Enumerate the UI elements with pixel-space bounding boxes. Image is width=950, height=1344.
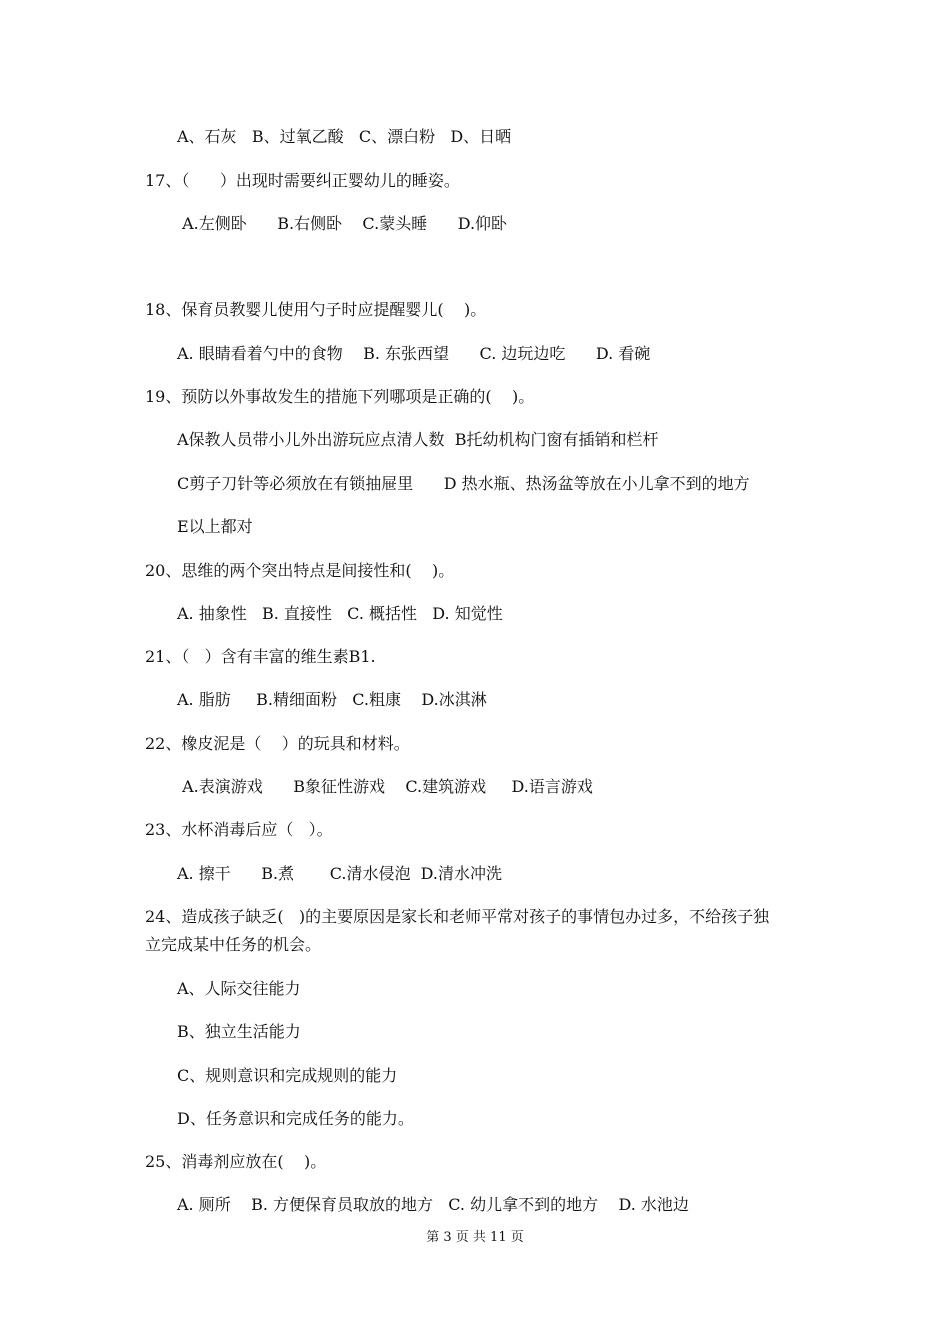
q18-options: A. 眼睛看着勺中的食物 B. 东张西望 C. 边玩边吃 D. 看碗 xyxy=(177,344,651,363)
q23-text: 23、水杯消毒后应（ ）。 xyxy=(145,820,333,839)
q17-options: A.左侧卧 B.右侧卧 C.蒙头睡 D.仰卧 xyxy=(177,214,508,233)
q24-option-b: B、独立生活能力 xyxy=(177,1022,301,1041)
q20-text: 20、思维的两个突出特点是间接性和( )。 xyxy=(145,561,455,580)
q19-options-cd: C剪子刀针等必须放在有锁抽屉里 D 热水瓶、热汤盆等放在小儿拿不到的地方 xyxy=(177,474,750,493)
q19-options-ab: A保教人员带小儿外出游玩应点清人数 B托幼机构门窗有插销和栏杆 xyxy=(177,430,659,449)
q24-text-line1: 24、造成孩子缺乏( )的主要原因是家长和老师平常对孩子的事情包办过多，不给孩子独 xyxy=(145,907,770,926)
q22-options: A.表演游戏 B象征性游戏 C.建筑游戏 D.语言游戏 xyxy=(177,777,593,796)
q24-option-d: D、任务意识和完成任务的能力。 xyxy=(177,1109,414,1128)
q23-options: A. 擦干 B.煮 C.清水侵泡 D.清水冲洗 xyxy=(177,864,502,883)
q21-text: 21、（ ）含有丰富的维生素B1. xyxy=(145,647,376,666)
q24-option-a: A、人际交往能力 xyxy=(177,979,301,998)
q21-options: A. 脂肪 B.精细面粉 C.粗康 D.冰淇淋 xyxy=(177,690,487,709)
q24-text-line2: 立完成某中任务的机会。 xyxy=(145,935,322,954)
q24-option-c: C、规则意识和完成规则的能力 xyxy=(177,1066,398,1085)
q22-text: 22、橡皮泥是（ ）的玩具和材料。 xyxy=(145,734,410,753)
q17-text: 17、（ ）出现时需要纠正婴幼儿的睡姿。 xyxy=(145,171,460,190)
q25-text: 25、消毒剂应放在( )。 xyxy=(145,1152,327,1171)
q25-options: A. 厕所 B. 方便保育员取放的地方 C. 幼儿拿不到的地方 D. 水池边 xyxy=(177,1195,689,1214)
q19-option-e: E以上都对 xyxy=(177,517,253,536)
q18-text: 18、保育员教婴儿使用勺子时应提醒婴儿( )。 xyxy=(145,300,487,319)
q19-text: 19、预防以外事故发生的措施下列哪项是正确的( )。 xyxy=(145,387,535,406)
q20-options: A. 抽象性 B. 直接性 C. 概括性 D. 知觉性 xyxy=(177,604,503,623)
q16-options: A、石灰 B、过氧乙酸 C、漂白粉 D、日晒 xyxy=(177,127,512,146)
page-footer: 第 3 页 共 11 页 xyxy=(426,1230,524,1245)
